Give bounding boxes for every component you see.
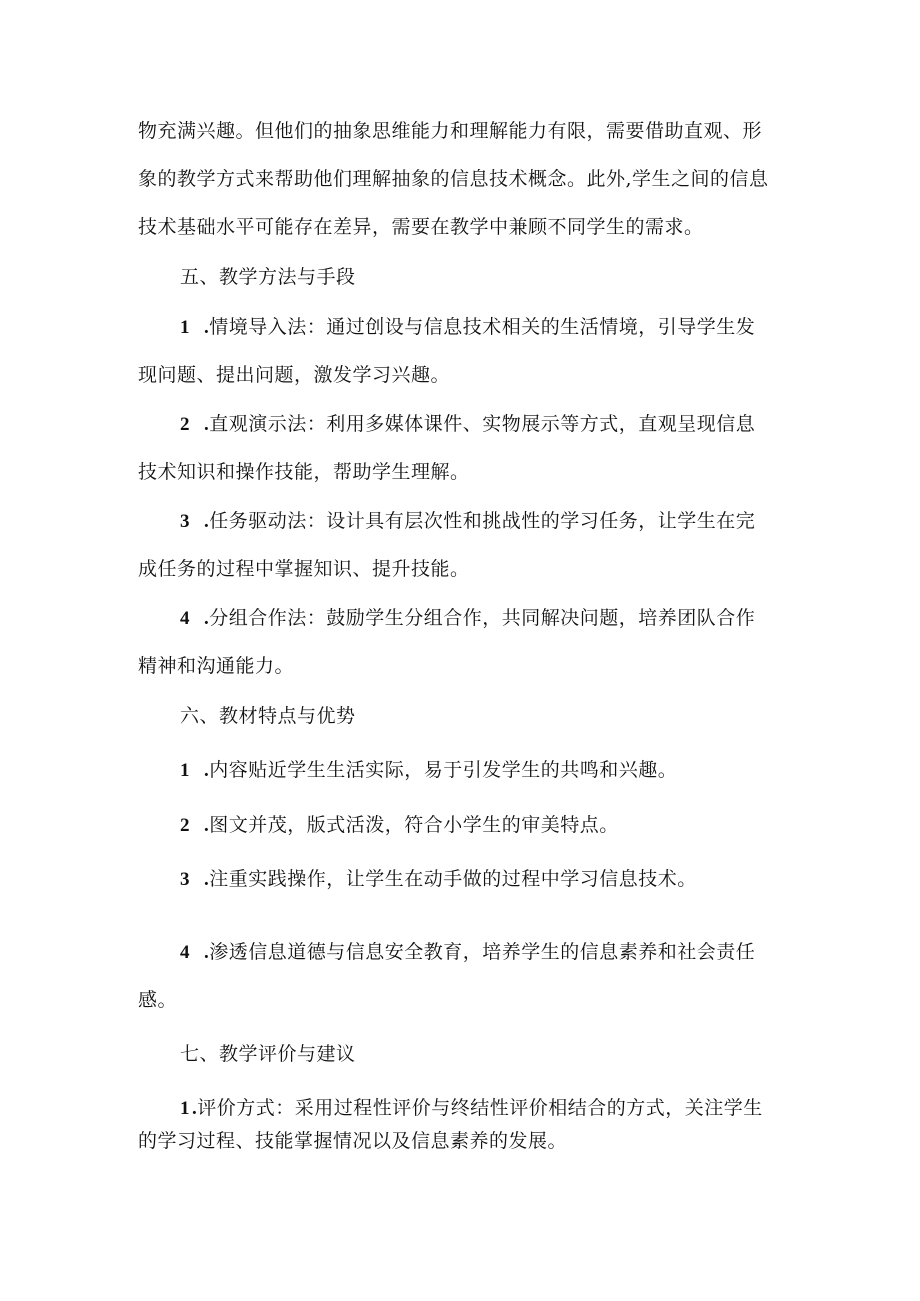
item-number: 4: [180, 608, 190, 629]
item-number: 3: [180, 511, 190, 532]
item-text: 评价方式：采用过程性评价与终结性评价相结合的方式，关注学生: [197, 1097, 763, 1119]
item-continuation: 成任务的过程中掌握知识、提升技能。: [138, 558, 470, 580]
section-heading: 六、教材特点与优势: [180, 705, 356, 727]
item-continuation: 现问题、提出问题，激发学习兴趣。: [138, 364, 451, 386]
item-text: 注重实践操作，让学生在动手做的过程中学习信息技术。: [209, 868, 697, 890]
item-text: 任务驱动法：设计具有层次性和挑战性的学习任务，让学生在完: [209, 510, 756, 532]
list-item: 3 .注重实践操作，让学生在动手做的过程中学习信息技术。: [180, 866, 820, 893]
section-heading: 七、教学评价与建议: [180, 1043, 356, 1065]
item-text: 图文并茂，版式活泼，符合小学生的审美特点。: [209, 814, 619, 836]
list-item: 2 .图文并茂，版式活泼，符合小学生的审美特点。: [180, 812, 820, 839]
item-continuation: 技术知识和操作技能，帮助学生理解。: [138, 461, 470, 483]
item-number: 1: [180, 760, 190, 781]
paragraph-line: 技术基础水平可能存在差异，需要在教学中兼顾不同学生的需求。: [138, 216, 704, 238]
paragraph-line: 象的教学方式来帮助他们理解抽象的信息技术概念。此外,学生之间的信息: [138, 168, 769, 190]
item-number: 1: [180, 1098, 190, 1119]
list-item: 4 .分组合作法：鼓励学生分组合作，共同解决问题，培养团队合作: [180, 605, 820, 632]
paragraph-line: 物充满兴趣。但他们的抽象思维能力和理解能力有限，需要借助直观、形: [138, 120, 763, 142]
list-item: 1 .内容贴近学生生活实际，易于引发学生的共鸣和兴趣。: [180, 757, 820, 784]
item-number: 2: [180, 414, 190, 435]
item-text: 内容贴近学生生活实际，易于引发学生的共鸣和兴趣。: [209, 759, 678, 781]
list-item: 2 .直观演示法：利用多媒体课件、实物展示等方式，直观呈现信息: [180, 411, 820, 438]
item-number: 4: [180, 942, 190, 963]
item-continuation: 的学习过程、技能掌握情况以及信息素养的发展。: [138, 1130, 568, 1152]
list-item: 3 .任务驱动法：设计具有层次性和挑战性的学习任务，让学生在完: [180, 508, 820, 535]
section-heading: 五、教学方法与手段: [180, 266, 356, 288]
item-number: 1: [180, 317, 190, 338]
item-text: 直观演示法：利用多媒体课件、实物展示等方式，直观呈现信息: [209, 413, 756, 435]
item-number: 3: [180, 869, 190, 890]
list-item: 1 .评价方式：采用过程性评价与终结性评价相结合的方式，关注学生: [180, 1095, 820, 1122]
list-item: 4 .渗透信息道德与信息安全教育，培养学生的信息素养和社会责任: [180, 939, 820, 966]
item-text: 情境导入法：通过创设与信息技术相关的生活情境，引导学生发: [209, 316, 756, 338]
item-text: 渗透信息道德与信息安全教育，培养学生的信息素养和社会责任: [209, 941, 756, 963]
list-item: 1 .情境导入法：通过创设与信息技术相关的生活情境，引导学生发: [180, 314, 820, 341]
item-continuation: 精神和沟通能力。: [138, 655, 295, 677]
item-continuation: 感。: [138, 989, 178, 1011]
item-text: 分组合作法：鼓励学生分组合作，共同解决问题，培养团队合作: [209, 607, 756, 629]
item-number: 2: [180, 815, 190, 836]
